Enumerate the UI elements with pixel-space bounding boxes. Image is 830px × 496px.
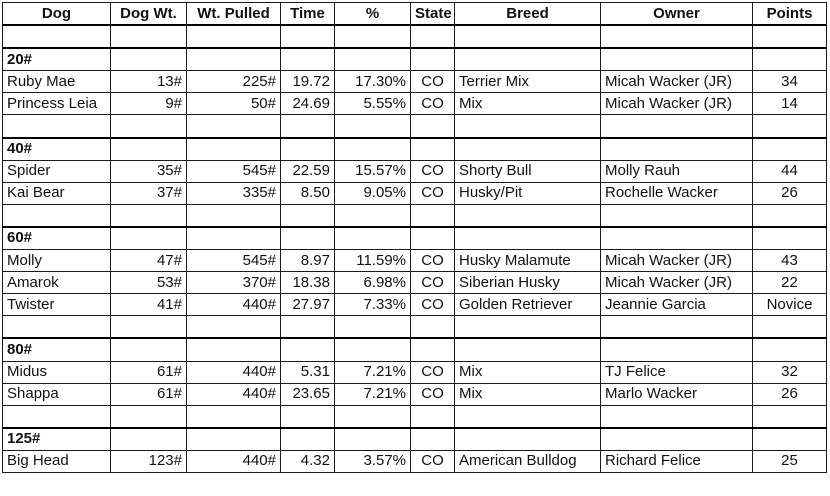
dog-weight-cell: 41# <box>111 294 187 316</box>
dog-name-cell: Midus <box>3 361 111 383</box>
points-cell: 32 <box>753 361 827 383</box>
header-percent: % <box>335 3 411 26</box>
breed-cell: Mix <box>455 383 601 405</box>
percent-cell: 3.57% <box>335 450 411 472</box>
weight-class-row <box>3 428 827 451</box>
points-cell: 22 <box>753 272 827 294</box>
header-time: Time <box>281 3 335 26</box>
pull-time-cell: 19.72 <box>281 71 335 93</box>
breed-cell: American Bulldog <box>455 450 601 472</box>
points-cell: 43 <box>753 250 827 272</box>
results-table <box>2 2 827 473</box>
weight-class-label: 60# <box>3 227 111 250</box>
points-cell: 44 <box>753 160 827 182</box>
weight-class-row <box>3 48 827 71</box>
pull-time-cell: 24.69 <box>281 93 335 115</box>
pull-time-cell: 18.38 <box>281 272 335 294</box>
breed-cell: Siberian Husky <box>455 272 601 294</box>
points-cell: 14 <box>753 93 827 115</box>
weight-pulled-cell: 440# <box>187 450 281 472</box>
spacer-row <box>3 316 827 339</box>
weight-class-row <box>3 227 827 250</box>
percent-cell: 11.59% <box>335 250 411 272</box>
pull-time-cell: 23.65 <box>281 383 335 405</box>
table-row <box>3 361 827 383</box>
header-owner: Owner <box>601 3 753 26</box>
pull-time-cell: 8.97 <box>281 250 335 272</box>
spacer-row <box>3 204 827 227</box>
header-state: State <box>411 3 455 26</box>
breed-cell: Mix <box>455 93 601 115</box>
weight-pulled-cell: 440# <box>187 294 281 316</box>
percent-cell: 6.98% <box>335 272 411 294</box>
points-cell: 34 <box>753 71 827 93</box>
table-row <box>3 272 827 294</box>
points-cell: 26 <box>753 182 827 204</box>
percent-cell: 15.57% <box>335 160 411 182</box>
percent-cell: 17.30% <box>335 71 411 93</box>
dog-name-cell: Spider <box>3 160 111 182</box>
state-cell: CO <box>411 294 455 316</box>
weight-class-label: 20# <box>3 48 111 71</box>
percent-cell: 7.21% <box>335 383 411 405</box>
dog-name-cell: Big Head <box>3 450 111 472</box>
weight-pulled-cell: 440# <box>187 361 281 383</box>
dog-name-cell: Princess Leia <box>3 93 111 115</box>
table-row <box>3 71 827 93</box>
table-row <box>3 93 827 115</box>
header-breed: Breed <box>455 3 601 26</box>
table-row <box>3 294 827 316</box>
header-dog: Dog <box>3 3 111 26</box>
table-row <box>3 182 827 204</box>
weight-pulled-cell: 335# <box>187 182 281 204</box>
pull-time-cell: 5.31 <box>281 361 335 383</box>
points-cell: 25 <box>753 450 827 472</box>
header-dog-weight: Dog Wt. <box>111 3 187 26</box>
owner-cell: Rochelle Wacker <box>601 182 753 204</box>
dog-weight-cell: 13# <box>111 71 187 93</box>
dog-weight-cell: 61# <box>111 361 187 383</box>
weight-class-row <box>3 338 827 361</box>
state-cell: CO <box>411 160 455 182</box>
dog-weight-cell: 61# <box>111 383 187 405</box>
table-row <box>3 383 827 405</box>
dog-name-cell: Shappa <box>3 383 111 405</box>
weight-pulled-cell: 545# <box>187 250 281 272</box>
state-cell: CO <box>411 383 455 405</box>
state-cell: CO <box>411 272 455 294</box>
header-weight-pulled: Wt. Pulled <box>187 3 281 26</box>
owner-cell: Richard Felice <box>601 450 753 472</box>
percent-cell: 7.21% <box>335 361 411 383</box>
dog-weight-cell: 37# <box>111 182 187 204</box>
weight-pulled-cell: 50# <box>187 93 281 115</box>
spacer-row <box>3 115 827 138</box>
weight-class-row <box>3 138 827 161</box>
pull-time-cell: 27.97 <box>281 294 335 316</box>
percent-cell: 7.33% <box>335 294 411 316</box>
owner-cell: Jeannie Garcia <box>601 294 753 316</box>
pull-time-cell: 22.59 <box>281 160 335 182</box>
state-cell: CO <box>411 361 455 383</box>
table-row <box>3 450 827 472</box>
dog-name-cell: Twister <box>3 294 111 316</box>
weight-pulled-cell: 370# <box>187 272 281 294</box>
spacer-row <box>3 25 827 48</box>
weight-pulled-cell: 545# <box>187 160 281 182</box>
owner-cell: Micah Wacker (JR) <box>601 93 753 115</box>
breed-cell: Terrier Mix <box>455 71 601 93</box>
header-points: Points <box>753 3 827 26</box>
weight-class-label: 125# <box>3 428 111 451</box>
dog-name-cell: Kai Bear <box>3 182 111 204</box>
breed-cell: Mix <box>455 361 601 383</box>
owner-cell: TJ Felice <box>601 361 753 383</box>
owner-cell: Micah Wacker (JR) <box>601 71 753 93</box>
dog-weight-cell: 47# <box>111 250 187 272</box>
breed-cell: Husky Malamute <box>455 250 601 272</box>
table-row <box>3 250 827 272</box>
owner-cell: Marlo Wacker <box>601 383 753 405</box>
dog-name-cell: Ruby Mae <box>3 71 111 93</box>
points-cell: 26 <box>753 383 827 405</box>
breed-cell: Husky/Pit <box>455 182 601 204</box>
state-cell: CO <box>411 450 455 472</box>
dog-weight-cell: 53# <box>111 272 187 294</box>
owner-cell: Micah Wacker (JR) <box>601 272 753 294</box>
points-cell: Novice <box>753 294 827 316</box>
state-cell: CO <box>411 182 455 204</box>
dog-name-cell: Molly <box>3 250 111 272</box>
percent-cell: 9.05% <box>335 182 411 204</box>
header-row <box>3 3 827 26</box>
breed-cell: Golden Retriever <box>455 294 601 316</box>
dog-weight-cell: 123# <box>111 450 187 472</box>
weight-pulled-cell: 440# <box>187 383 281 405</box>
pull-time-cell: 4.32 <box>281 450 335 472</box>
results-table-body <box>3 3 827 473</box>
table-row <box>3 160 827 182</box>
weight-class-label: 80# <box>3 338 111 361</box>
dog-weight-cell: 35# <box>111 160 187 182</box>
spacer-row <box>3 405 827 428</box>
state-cell: CO <box>411 250 455 272</box>
state-cell: CO <box>411 93 455 115</box>
owner-cell: Molly Rauh <box>601 160 753 182</box>
pull-time-cell: 8.50 <box>281 182 335 204</box>
weight-pulled-cell: 225# <box>187 71 281 93</box>
weight-class-label: 40# <box>3 138 111 161</box>
state-cell: CO <box>411 71 455 93</box>
percent-cell: 5.55% <box>335 93 411 115</box>
owner-cell: Micah Wacker (JR) <box>601 250 753 272</box>
dog-name-cell: Amarok <box>3 272 111 294</box>
dog-weight-cell: 9# <box>111 93 187 115</box>
breed-cell: Shorty Bull <box>455 160 601 182</box>
